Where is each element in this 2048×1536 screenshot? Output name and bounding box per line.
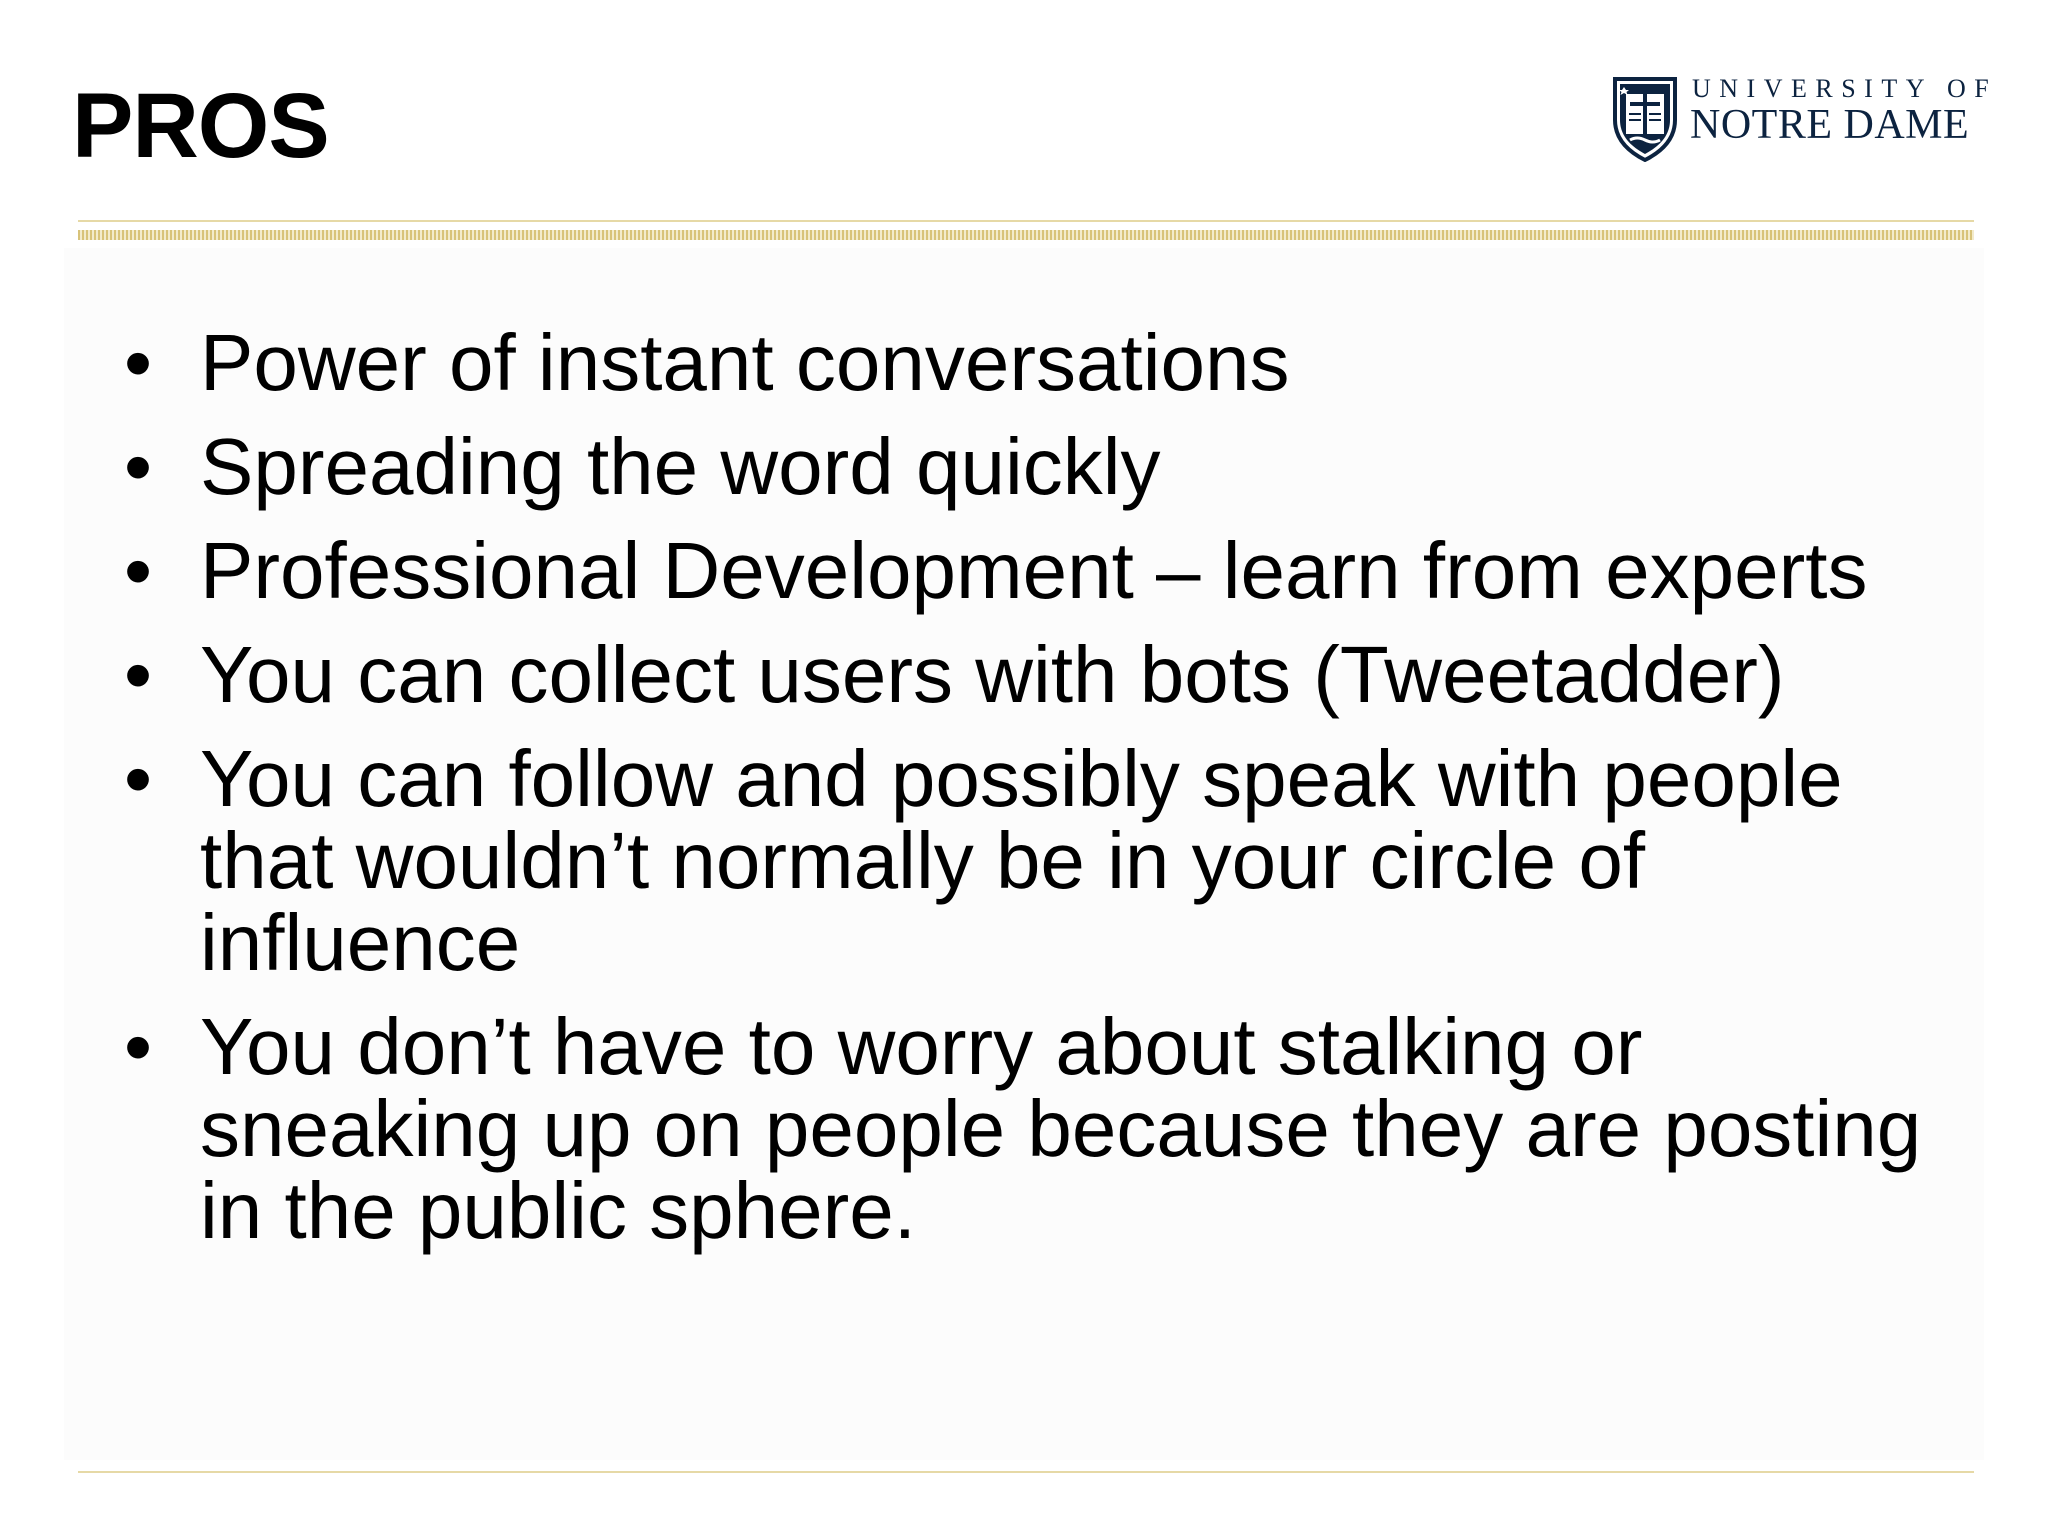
bullet-dot: •	[124, 318, 153, 407]
bullet-text: You can follow and possibly speak with people that wouldn’t normally be in your circle of influence	[200, 734, 1843, 987]
bullet-dot: •	[124, 526, 153, 615]
bullet-text: You can collect users with bots (Tweetadder)	[200, 630, 1785, 719]
bullet-list	[118, 318, 1978, 1274]
bullet-text: You don’t have to worry about stalking or sneaking up on people because they are posting in the public sphere.	[200, 1002, 1922, 1255]
bullet-dot: •	[124, 734, 153, 823]
bullet-text: Professional Development – learn from experts	[200, 526, 1868, 615]
bullet-text: Spreading the word quickly	[200, 422, 1161, 511]
list-item	[118, 422, 1978, 511]
slide-title: PROS	[72, 75, 329, 177]
list-item	[118, 1002, 1978, 1255]
list-item	[118, 734, 1978, 987]
bullet-dot: •	[124, 1002, 153, 1091]
list-item	[118, 526, 1978, 615]
university-logo	[1612, 74, 1998, 166]
list-item	[118, 318, 1978, 407]
logo-university-of: UNIVERSITY OF	[1692, 74, 1998, 103]
footer-divider	[78, 1471, 1974, 1473]
header-divider	[78, 220, 1974, 222]
logo-notre-dame: NOTRE DAME	[1690, 102, 1970, 148]
header-hatched-divider	[78, 230, 1974, 240]
list-item	[118, 630, 1978, 719]
bullet-text: Power of instant conversations	[200, 318, 1290, 407]
shield-icon	[1612, 76, 1678, 162]
bullet-dot: •	[124, 422, 153, 511]
bullet-dot: •	[124, 630, 153, 719]
